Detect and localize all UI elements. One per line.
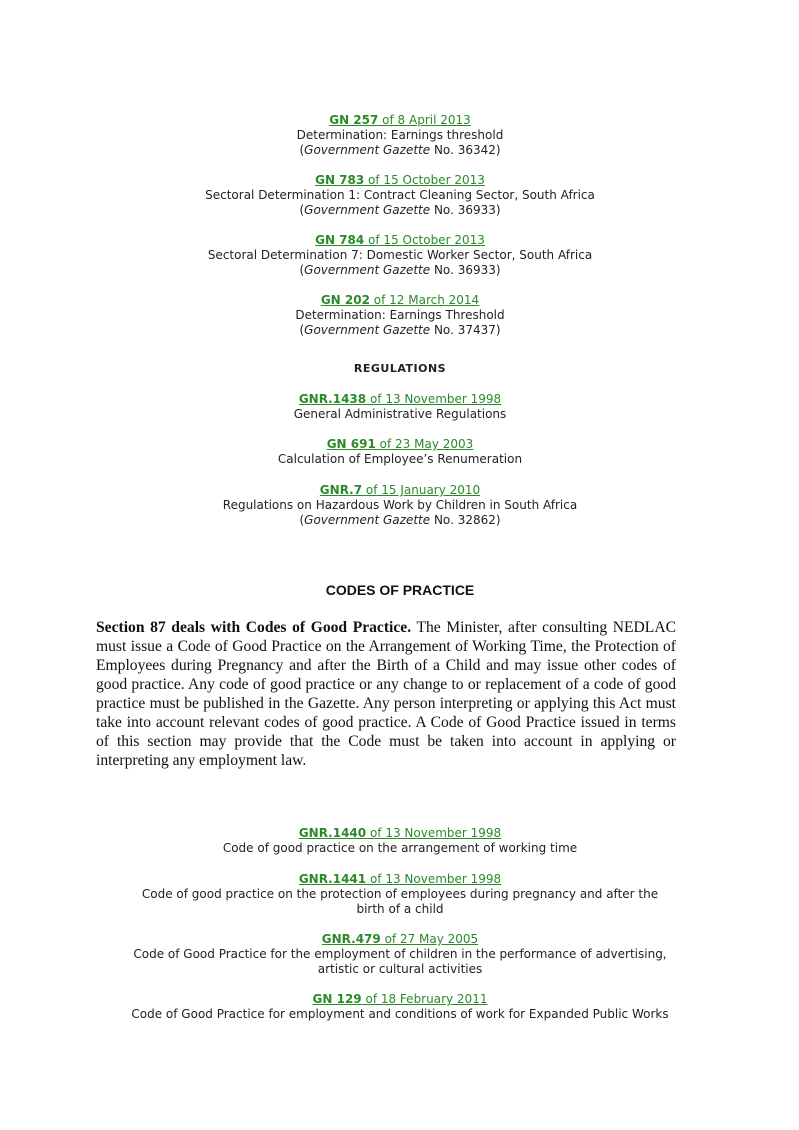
regulation-title: General Administrative Regulations bbox=[293, 407, 507, 421]
determination-entry bbox=[70, 113, 730, 158]
determination-title: Sectoral Determination 1: Contract Cleaning Sector, South Africa bbox=[205, 188, 595, 202]
gazette-reference: (Government Gazette No. 36933) bbox=[299, 203, 501, 217]
gazette-link[interactable]: GN 691 of 23 May 2003 bbox=[326, 437, 474, 451]
gazette-link[interactable]: GN 202 of 12 March 2014 bbox=[320, 293, 480, 307]
code-title: Code of Good Practice for employment and conditions of work for Expanded Public Works bbox=[131, 1007, 669, 1021]
gazette-link[interactable]: GNR.1441 of 13 November 1998 bbox=[298, 872, 502, 886]
section-87-lead: Section 87 deals with Codes of Good Practice. bbox=[96, 619, 412, 636]
regulation-title: Calculation of Employee’s Renumeration bbox=[277, 452, 523, 466]
determination-title: Sectoral Determination 7: Domestic Worker Sector, South Africa bbox=[207, 248, 593, 262]
code-title: Code of good practice on the arrangement of working time bbox=[222, 841, 578, 855]
gazette-reference: (Government Gazette No. 36933) bbox=[299, 263, 501, 277]
gazette-link[interactable]: GN 783 of 15 October 2013 bbox=[315, 173, 485, 187]
gazette-link[interactable]: GN 129 of 18 February 2011 bbox=[312, 992, 488, 1006]
section-87-paragraph bbox=[96, 618, 676, 770]
determination-entry bbox=[70, 173, 730, 218]
code-entry bbox=[70, 826, 730, 856]
determination-entry bbox=[70, 233, 730, 278]
regulations-heading: REGULATIONS bbox=[353, 362, 447, 375]
determination-title: Determination: Earnings Threshold bbox=[295, 308, 505, 322]
code-entry bbox=[70, 992, 730, 1022]
gazette-link[interactable]: GNR.479 of 27 May 2005 bbox=[321, 932, 479, 946]
code-entry bbox=[70, 872, 730, 917]
gazette-reference: (Government Gazette No. 37437) bbox=[299, 323, 501, 337]
gazette-link[interactable]: GN 784 of 15 October 2013 bbox=[315, 233, 485, 247]
codes-of-practice-heading: CODES OF PRACTICE bbox=[325, 582, 475, 598]
gazette-link[interactable]: GNR.1438 of 13 November 1998 bbox=[298, 392, 502, 406]
gazette-link[interactable]: GN 257 of 8 April 2013 bbox=[329, 113, 471, 127]
section-87-body: The Minister, after consulting NEDLAC must issue a Code of Good Practice on the Arrangement of Working Time, the Protection of Employees during Pregnancy and after the Birth of a Child and may issue other codes of good practice. Any code of good practice or any change to or replacement of a code of good practice must be published in the Gazette. Any person interpreting or applying this Act must take into account relevant codes of good practice. A Code of Good Practice issued in terms of this section may provide that the Code must be taken into account in applying or interpreting any employment law. bbox=[96, 619, 676, 769]
gazette-link[interactable]: GNR.7 of 15 January 2010 bbox=[319, 483, 481, 497]
code-title: Code of good practice on the protection of employees during pregnancy and after the bbox=[141, 887, 659, 901]
determination-title: Determination: Earnings threshold bbox=[296, 128, 504, 142]
regulation-entry bbox=[70, 437, 730, 467]
gazette-reference: (Government Gazette No. 32862) bbox=[299, 513, 501, 527]
regulation-title: Regulations on Hazardous Work by Children in South Africa bbox=[222, 498, 578, 512]
regulation-entry bbox=[70, 392, 730, 422]
determination-entry bbox=[70, 293, 730, 338]
gazette-link[interactable]: GNR.1440 of 13 November 1998 bbox=[298, 826, 502, 840]
code-title-continued: artistic or cultural activities bbox=[317, 962, 483, 976]
code-entry bbox=[70, 932, 730, 977]
code-title: Code of Good Practice for the employment of children in the performance of advertising, bbox=[133, 947, 667, 961]
code-title-continued: birth of a child bbox=[356, 902, 444, 916]
gazette-reference: (Government Gazette No. 36342) bbox=[299, 143, 501, 157]
regulation-entry bbox=[70, 483, 730, 528]
